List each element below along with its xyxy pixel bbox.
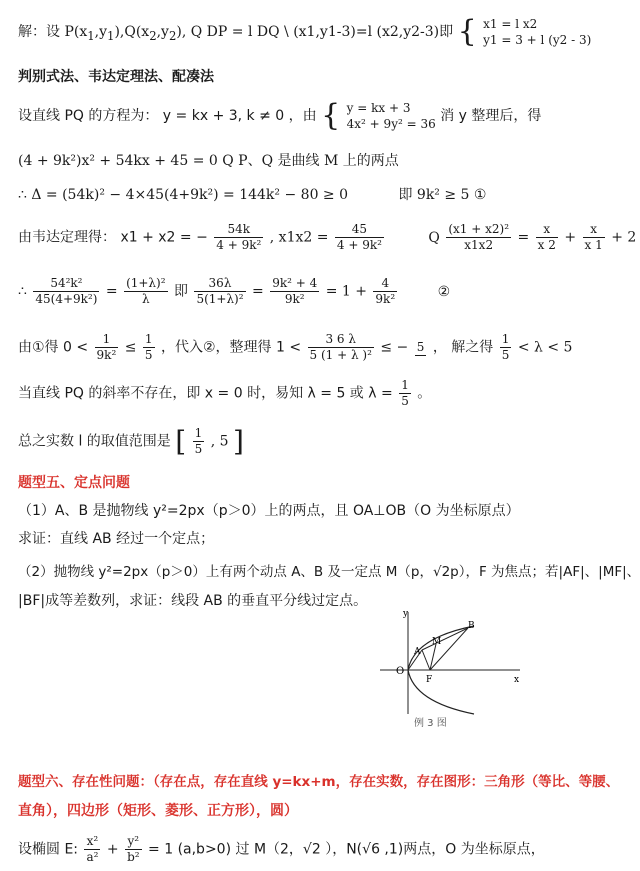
problem-1: （1）A、B 是抛物线 y²=2px（p＞0）上的两点，且 OA⊥OB（O 为坐标原点） [18, 503, 520, 519]
parabola-diagram [370, 606, 530, 730]
origin-label: O [396, 666, 405, 677]
method-heading: 判别式法、韦达定理法、配凑法 [18, 69, 214, 85]
fraction: $\frac{x}{x 2}$ [537, 222, 556, 252]
fraction: $\frac{x}{x 1}$ [584, 222, 603, 252]
fraction: $\frac{\text{54²k²}}{\text{45(4+9k²)}}$ [35, 276, 98, 306]
line-6: 由韦达定理得： x1 + x2 = − $\frac{54k}{\text{4 + 9k²}}$ , x1x2 = $\frac{45}{\text{4 + 9k²}}$ Q $\frac{\text{(x1 + x2)²}}{x1x2}$ = $\frac{x}{x 2}$ + $\frac{x}{x 1}$ + 2 [18, 222, 637, 252]
fraction: $\frac{1}{5}$ [194, 426, 203, 456]
system-brace: { [321, 98, 341, 133]
problem-2-claim: |BF|成等差数列，求证：线段 AB 的垂直平分线过定点。 [18, 593, 368, 609]
equation-system-1: x1 = l x2 y1 = 3 + l (y2 - 3) [483, 17, 592, 47]
line-8: 由①得 0 < $\frac{1}{\text{9k²}}$ ≤ $\frac{1}{5}$ ，代入②，整理得 1 < $\frac{3 6 \lambda}{\text{5 (1 + λ )²}}$ ≤ − 5 ， 解之得 $\frac{1}{5}$ < λ < 5 [18, 332, 573, 362]
parabola-lower [408, 670, 474, 714]
fraction: $\frac{36\lambda}{\text{5(1+λ)²}}$ [196, 276, 244, 306]
figure-caption: 例 3 图 [414, 718, 447, 729]
problem-1-claim: 求证：直线 AB 经过一个定点； [18, 531, 215, 547]
section-6-heading-line2: 直角），四边形（矩形、菱形、正方形），圆） [18, 803, 298, 819]
line-1-text: 解：设 P(x [18, 24, 88, 40]
last-line: 设椭圆 E: $\frac{\text{x²}}{\text{a²}}$ + $\frac{\text{y²}}{\text{b²}}$ = 1 (a,b>0) 过 M（2，√2 ），N(√6 ,1)两点，O 为坐标原点， [18, 834, 545, 864]
segment-fb [430, 628, 468, 670]
line-1: 解：设 $P(x_1,y_1),Q(x_2,y_2)$, Q DP = l DQ \ (x1,y1-3)=l (x2,y2-3)即 { x1 = l x2 y1 = 3 + l (y2 - 3) [18, 14, 592, 49]
x-label: x [514, 675, 520, 685]
fraction: $\frac{\text{(1+λ)²}}{\lambda}$ [126, 276, 166, 306]
line-10: 总之实数 l 的取值范围是 [ $\frac{1}{5}$ , 5 ] [18, 424, 244, 458]
segment-fa [422, 650, 430, 670]
section-5-heading: 题型五、定点问题 [18, 475, 130, 491]
fraction: $\frac{54k}{\text{4 + 9k²}}$ [216, 222, 262, 252]
fraction: $\frac{\text{x²}}{\text{a²}}$ [86, 834, 99, 864]
fraction: $\frac{1}{\text{9k²}}$ [96, 332, 117, 362]
fraction: $\frac{\text{(x1 + x2)²}}{x1x2}$ [448, 222, 510, 252]
fraction: $\frac{\text{9k² + 4}}{\text{9k²}}$ [272, 276, 318, 306]
section-6-heading-line1: 题型六、存在性问题：（存在点，存在直线 y=kx+m，存在实数，存在图形：三角形（等比、等腰、 [18, 774, 620, 790]
fraction: $\frac{1}{5}$ [144, 332, 153, 362]
line-5: ∴ Δ = (54k)² − 4×45(4+9k²) = 144k² − 80 ≥ 0 即 9k² ≥ 5 ① [18, 187, 487, 203]
segment-ab [422, 628, 468, 650]
line-9: 当直线 PQ 的斜率不存在，即 x = 0 时，易知 λ = 5 或 λ = $\frac{1}{5}$ 。 [18, 378, 432, 408]
line-3: 设直线 PQ 的方程为： y = kx + 3, k ≠ 0 ，由 { y = kx + 3 4x² + 9y² = 36 消 y 整理后，得 [18, 98, 542, 133]
focus-label: F [426, 675, 433, 685]
problem-2: （2）抛物线 y²=2px（p＞0）上有两个动点 A、B 及一定点 M（p，√2p），F 为焦点；若|AF|、|MF|、 [18, 564, 640, 580]
point-a-label: A [414, 647, 421, 657]
parabola-figure [370, 606, 530, 730]
fraction: $\frac{4}{\text{9k²}}$ [375, 276, 396, 306]
fraction: $\frac{45}{\text{4 + 9k²}}$ [336, 222, 382, 252]
point-m-label: M [432, 637, 442, 647]
fraction: 5 [416, 339, 425, 354]
line-7: ∴ $\frac{\text{54²k²}}{\text{45(4+9k²)}}$ = $\frac{\text{(1+λ)²}}{\lambda}$ 即 $\frac{36\lambda}{\text{5(1+λ)²}}$ = $\frac{\text{9k² + 4}}{\text{9k²}}$ = 1 + $\frac{4}{\text{9k²}}$ ② [18, 276, 451, 306]
equation-system-2: y = kx + 3 4x² + 9y² = 36 [346, 101, 436, 131]
point-b-label: B [468, 621, 475, 631]
fraction: $\frac{1}{5}$ [401, 378, 409, 408]
y-label: y [403, 609, 409, 619]
fraction: $\frac{\text{y²}}{\text{b²}}$ [127, 834, 140, 864]
fraction: $\frac{1}{5}$ [501, 332, 510, 362]
line-4: (4 + 9k²)x² + 54kx + 45 = 0 Q P、Q 是曲线 M 上的两点 [18, 153, 399, 169]
system-brace: { [457, 14, 477, 49]
fraction: $\frac{3 6 \lambda}{\text{5 (1 + λ )²}}$ [309, 332, 372, 362]
